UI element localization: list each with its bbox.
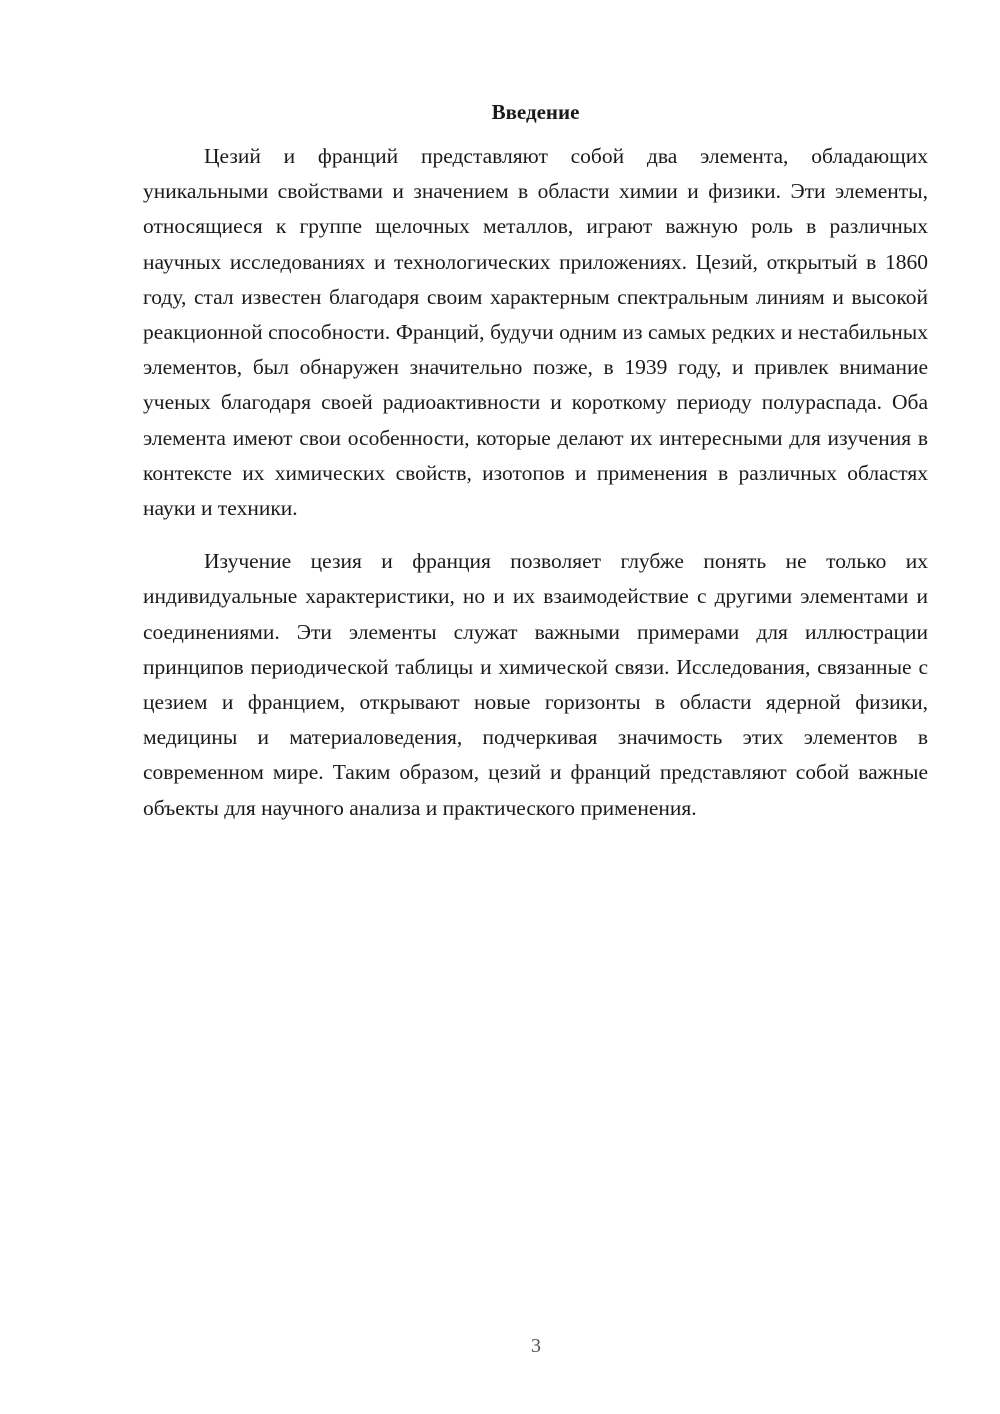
page-number: 3 bbox=[531, 1335, 541, 1357]
paragraph-2: Изучение цезия и франция позволяет глубже понять не только их индивидуальные характеристики, но и их взаимодействие с другими элементами и соединениями. Эти элементы служат важными примерами для иллюстрации принципов периодической таблицы и химической связи. Исследования, связанные с цезием и францием, открывают новые горизонты в области ядерной физики, медицины и материаловедения, подчеркивая значимость этих элементов в современном мире. Таким образом, цезий и франций представляют собой важные объекты для научного анализа и практического применения. bbox=[143, 549, 928, 820]
section-heading: Введение bbox=[491, 100, 580, 124]
paragraph-1: Цезий и франций представляют собой два элемента, обладающих уникальными свойствами и значением в области химии и физики. Эти элементы, относящиеся к группе щелочных металлов, играют важную роль в различных научных исследованиях и технологических приложениях. Цезий, открытый в 1860 году, стал известен благодаря своим характерным спектральным линиям и высокой реакционной способности. Франций, будучи одним из самых редких и нестабильных элементов, был обнаружен значительно позже, в 1939 году, и привлек внимание ученых благодаря своей радиоактивности и короткому периоду полураспада. Оба элемента имеют свои особенности, которые делают их интересными для изучения в контексте их химических свойств, изотопов и применения в различных областях науки и техники. bbox=[143, 144, 928, 521]
page-content bbox=[143, 97, 928, 826]
